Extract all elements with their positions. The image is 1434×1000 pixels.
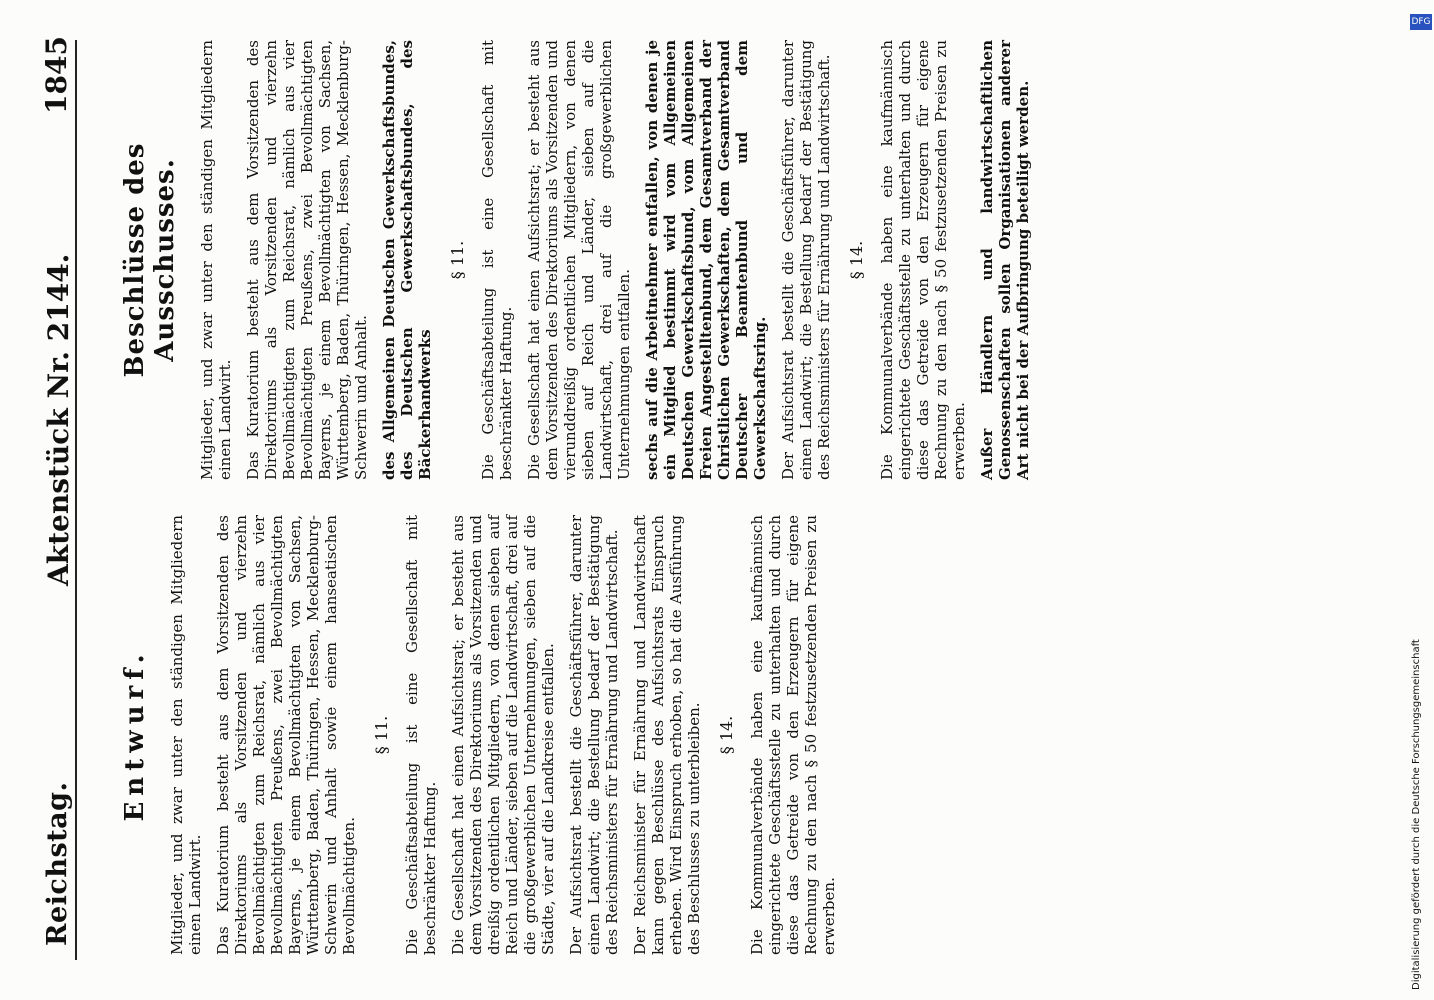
section-heading: § 11. xyxy=(448,240,467,280)
paragraph: Außer Händlern und landwirtschaftlichen Genossenschaften sollen Organisationen anderer Art nicht bei der Aufbringung beteiligt werden. xyxy=(978,40,1032,480)
section-heading: § 14. xyxy=(717,715,736,755)
paragraph: sechs auf die Arbeitnehmer entfallen, von denen je ein Mitglied bestimmt wird vom Allgemeinen Deutschen Gewerkschaftsbund, vom Allgemeinen Freien Angestelltenbund, dem Gesamtverband der Christlichen Gewerkschaften, dem Gesamtverband Deutscher Beamtenbund und dem Gewerkschaftsring. xyxy=(643,40,769,480)
dfg-logo: DFG xyxy=(1410,14,1432,30)
header-left: Reichstag. xyxy=(42,781,73,946)
page-number: 1845 xyxy=(40,36,73,114)
paragraph: Der Aufsichtsrat bestellt die Geschäftsführer, darunter einen Landwirt; die Bestellung bedarf der Bestätigung des Reichsministers für Ernährung und Landwirtschaft. xyxy=(567,515,621,955)
column-body-entwurf xyxy=(168,515,838,955)
header-center: Aktenstück Nr. 2144. xyxy=(42,253,75,586)
paragraph: Das Kuratorium besteht aus dem Vorsitzenden des Direktoriums als Vorsitzenden und vierzehn Bevollmächtigten zum Reichsrat, nämlich aus vier Bevollmächtigten Preußens, zwei Bevollmächtigten Bayerns, je einem Bevollmächtigten von Sachsen, Württemberg, Baden, Thüringen, Hessen, Mecklenburg-Schwerin und Anhalt. xyxy=(244,40,370,480)
paragraph: Der Aufsichtsrat bestellt die Geschäftsführer, darunter einen Landwirt; die Bestellung bedarf der Bestätigung des Reichsministers für Ernährung und Landwirtschaft. xyxy=(779,40,833,480)
paragraph: Die Gesellschaft hat einen Aufsichtsrat; er besteht aus dem Vorsitzenden des Direktoriums als Vorsitzenden und dreißig ordentlichen Mitgliedern, von denen sieben auf Reich und Länder, sieben auf die Landwirtschaft, drei auf die großgewerblichen Unternehmungen, sieben auf die Städte, vier auf die Landkreise entfallen. xyxy=(449,515,557,955)
column-title-beschluesse: Beschlüsse des Ausschusses. xyxy=(120,142,180,378)
paragraph: Mitglieder, und zwar unter den ständigen Mitgliedern einen Landwirt. xyxy=(198,40,234,480)
column-entwurf xyxy=(120,515,848,955)
page-header xyxy=(30,36,75,966)
paragraph: Das Kuratorium besteht aus dem Vorsitzenden des Direktoriums als Vorsitzenden und vierzehn Bevollmächtigten zum Reichsrat, nämlich aus vier Bevollmächtigten Preußens, zwei Bevollmächtigten Bayerns, je einem Bevollmächtigten von Sachsen, Württemberg, Baden, Thüringen, Hessen, Mecklenburg-Schwerin und Anhalt sowie einem hanseatischen Bevollmächtigten. xyxy=(214,515,358,955)
credit-side xyxy=(1411,40,1433,990)
section-heading: § 14. xyxy=(847,240,866,280)
paragraph: Mitglieder, und zwar unter den ständigen Mitgliedern einen Landwirt. xyxy=(168,515,204,955)
column-title-entwurf: Entwurf. xyxy=(120,648,150,822)
paragraph: Die Gesellschaft hat einen Aufsichtsrat; er besteht aus dem Vorsitzenden des Direktoriums als Vorsitzenden und vierunddreißig ordentlichen Mitgliedern, von denen sieben auf Reich und Länder, sieben auf die Landwirtschaft, drei auf die großgewerblichen Unternehmungen entfallen. xyxy=(525,40,633,480)
paragraph: Die Geschäftsabteilung ist eine Gesellschaft mit beschränkter Haftung. xyxy=(479,40,515,480)
paragraph: Die Kommunalverbände haben eine kaufmännisch eingerichtete Geschäftsstelle zu unterhalten und durch diese das Getreide von den Erzeugern für eigene Rechnung zu den nach § 50 festzusetzenden Preisen zu erwerben. xyxy=(878,40,968,480)
credit-text: Digitalisierung gefördert durch die Deutsche Forschungsgemeinschaft xyxy=(1411,639,1422,990)
paragraph: des Allgemeinen Deutschen Gewerkschaftsbundes, des Deutschen Gewerkschaftsbundes, des Bäckerhandwerks xyxy=(380,40,434,480)
paragraph: Der Reichsminister für Ernährung und Landwirtschaft kann gegen Beschlüsse des Aufsichtsrats Einspruch erheben. Wird Einspruch erhoben, so hat die Ausführung des Beschlusses zu unterbleiben. xyxy=(631,515,703,955)
paragraph: Die Kommunalverbände haben eine kaufmännisch eingerichtete Geschäftsstelle zu unterhalten und durch diese das Getreide von den Erzeugern für eigene Rechnung zu den nach § 50 festzusetzenden Preisen zu erwerben. xyxy=(748,515,838,955)
section-heading: § 11. xyxy=(372,715,391,755)
paragraph: Die Geschäftsabteilung ist eine Gesellschaft mit beschränkter Haftung. xyxy=(403,515,439,955)
column-body-beschluesse xyxy=(198,40,1032,480)
column-beschluesse xyxy=(120,40,1042,480)
header-rule xyxy=(75,40,77,960)
